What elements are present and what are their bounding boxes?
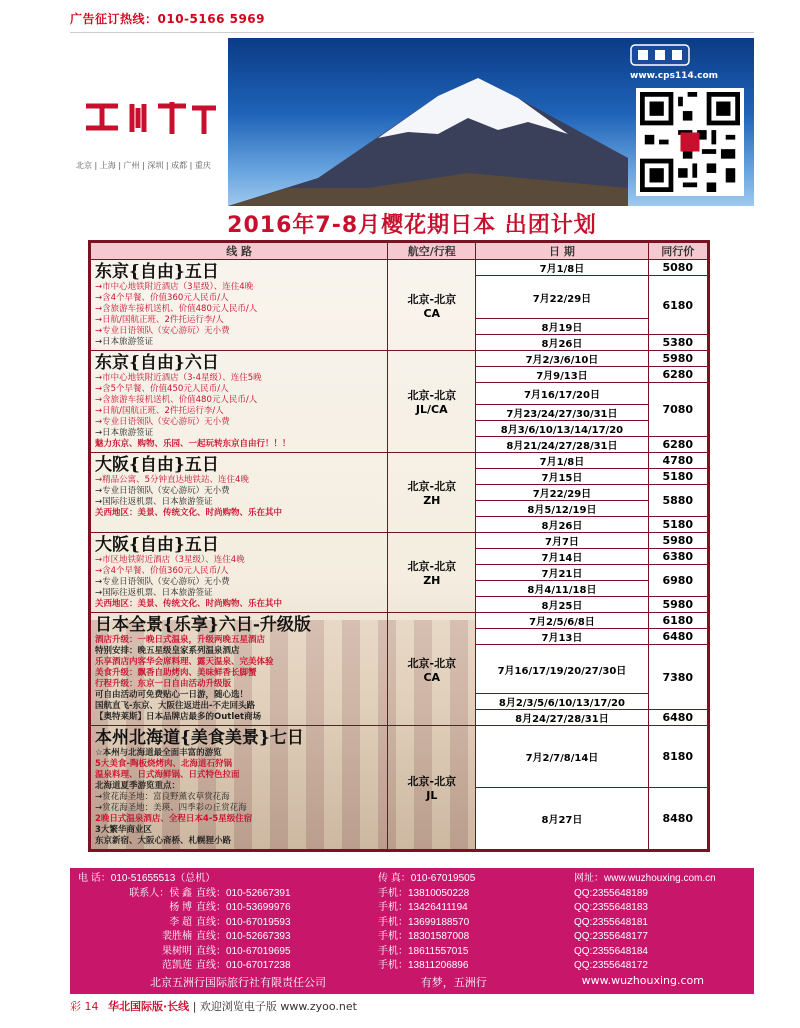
route-cell <box>91 613 388 726</box>
route-feature: →赏花海圣地：美瑛、四季彩の丘赏花海 <box>95 803 247 813</box>
cps-badge <box>630 44 748 81</box>
air-line: 北京-北京 <box>407 480 457 493</box>
price-cell: 6480 <box>648 629 707 645</box>
route-name: 大阪{自由}五日 <box>95 455 219 475</box>
contact-mobile[interactable]: 手机：18301587008 <box>378 931 470 942</box>
price-cell: 4780 <box>648 453 707 469</box>
cps-url[interactable]: www.cps114.com <box>630 71 719 81</box>
air-cell <box>388 351 476 453</box>
air-cell <box>388 613 476 726</box>
contact-list <box>78 872 746 974</box>
table-row <box>91 726 708 788</box>
air-line: CA <box>423 306 441 320</box>
date-cell: 8月2/3/5/6/10/13/17/20 <box>476 694 648 710</box>
price-cell: 5380 <box>648 335 707 351</box>
contact-panel <box>70 868 754 994</box>
route-cell <box>91 533 388 613</box>
contact-name: 裴胜楠 <box>162 931 192 942</box>
contact-qq[interactable]: QQ:2355648189 <box>574 887 648 899</box>
date-cell: 8月26日 <box>476 517 648 533</box>
price-cell: 6280 <box>648 437 707 453</box>
contact-mobile[interactable]: 手机：13699188570 <box>378 916 470 928</box>
route-feature: →含4个早餐、价值360元人民币/人 <box>95 293 229 303</box>
date-cell: 7月23/24/27/30/31日 <box>476 405 648 421</box>
date-cell: 7月22/29日 <box>476 276 648 319</box>
price-cell: 5180 <box>648 517 707 533</box>
air-line: 北京-北京 <box>407 656 457 670</box>
contact-mobile[interactable]: 手机：13810050228 <box>378 887 470 899</box>
contact-direct[interactable]: 直线：010-67019593 <box>196 916 291 928</box>
air-cell <box>388 533 476 613</box>
contact-name: 李 超 <box>169 916 192 928</box>
route-feature: →国际往返机票、日本旅游签证 <box>95 588 213 598</box>
contact-mobile[interactable]: 手机：13811206896 <box>378 960 469 971</box>
route-feature: →含4个早餐、价值360元人民币/人 <box>95 566 229 576</box>
col-route: 线 路 <box>91 243 388 260</box>
route-name: 日本全景{乐享}六日-升级版 <box>95 615 311 635</box>
route-name: 大阪{自由}五日 <box>95 535 219 555</box>
air-cell <box>388 260 476 351</box>
price-cell: 5980 <box>648 351 707 367</box>
contact-row <box>78 930 746 945</box>
date-cell: 7月2/5/6/8日 <box>476 613 648 629</box>
cps-logo <box>630 44 748 71</box>
mount-fuji-image <box>228 38 628 206</box>
contact-row <box>78 887 746 902</box>
route-feature: →精品公寓、5分钟直达地铁站、连住4晚 <box>95 475 249 485</box>
price-cell: 5080 <box>648 260 707 276</box>
date-cell: 7月1/8日 <box>476 260 648 276</box>
contact-mobile[interactable]: 传 真：010-67019505 <box>378 873 476 884</box>
qr-code-icon[interactable] <box>636 88 744 196</box>
contact-name: 电 话：010-51655513（总机） <box>78 873 216 884</box>
route-feature: 特别安排：晚五星级皇家系列温泉酒店 <box>95 646 240 656</box>
cps-logo-mark <box>630 44 690 66</box>
air-line: CA <box>423 670 441 684</box>
table-row <box>91 351 708 367</box>
route-feature: →含5个早餐、价值450元人民币/人 <box>95 384 229 394</box>
price-cell: 6280 <box>648 367 707 383</box>
contact-direct[interactable]: 直线：010-67017238 <box>196 960 291 971</box>
slogan: 有梦，五洲行 <box>420 976 487 989</box>
route-feature: 行程升级：东京一日自由活动升级版 <box>95 679 232 689</box>
contact-mobile[interactable]: 手机：13426411194 <box>378 902 468 913</box>
contact-row <box>78 872 746 887</box>
date-cell: 8月5/12/19日 <box>476 501 648 517</box>
date-cell: 8月25日 <box>476 597 648 613</box>
company-website[interactable]: www.wuzhouxing.com <box>581 974 704 987</box>
route-feature: →市区地铁附近酒店（3星级）、连住4晚 <box>95 555 245 565</box>
route-feature: →日航/国航正班、2件托运行李/人 <box>95 315 224 325</box>
route-feature: →日本旅游签证 <box>95 428 154 438</box>
date-cell: 7月16/17/20日 <box>476 383 648 405</box>
branch-cities: 北京 | 上海 | 广州 | 深圳 | 成都 | 重庆 <box>76 161 211 170</box>
date-cell: 8月4/11/18日 <box>476 581 648 597</box>
date-cell: 7月22/29日 <box>476 485 648 501</box>
contact-mobile[interactable]: 手机：18611557015 <box>378 945 469 957</box>
price-cell: 5180 <box>648 469 707 485</box>
contact-qq[interactable]: QQ:2355648184 <box>574 945 648 957</box>
contact-direct[interactable]: 直线：010-52667391 <box>196 887 291 899</box>
date-cell: 8月26日 <box>476 335 648 351</box>
price-cell: 5880 <box>648 485 707 517</box>
date-cell: 7月13日 <box>476 629 648 645</box>
route-cell <box>91 726 388 850</box>
air-line: ZH <box>423 574 441 587</box>
e-edition-note[interactable]: 欢迎浏览电子版 www.zyoo.net <box>199 1000 357 1013</box>
air-line: 北京-北京 <box>407 292 457 306</box>
air-line: 北京-北京 <box>407 560 457 573</box>
col-date: 日 期 <box>476 243 648 260</box>
route-feature: 美食升级：飘香自助烤肉、美味鲜香长脚蟹 <box>95 668 257 678</box>
route-feature: →专业日语领队（安心游玩）无小费 <box>95 326 230 336</box>
price-cell: 5980 <box>648 533 707 549</box>
contact-direct[interactable]: 直线：010-53699976 <box>196 902 291 913</box>
price-cell: 8480 <box>648 788 707 850</box>
date-cell: 8月19日 <box>476 319 648 335</box>
route-cell <box>91 260 388 351</box>
route-feature: 关西地区：美景、传统文化、时尚购物、乐在其中 <box>95 508 283 518</box>
contact-qq[interactable]: QQ:2355648181 <box>574 916 648 928</box>
route-cell <box>91 453 388 533</box>
date-cell: 7月9/13日 <box>476 367 648 383</box>
header-banner <box>70 38 754 206</box>
date-cell: 7月14日 <box>476 549 648 565</box>
route-feature: 国航直飞-东京、大阪往返进出-不走回头路 <box>95 701 256 711</box>
route-feature: →含旅游车接机送机、价值480元人民币/人 <box>95 395 258 405</box>
contact-row <box>78 901 746 916</box>
route-name: 东京{自由}六日 <box>95 353 219 373</box>
route-cell <box>91 351 388 453</box>
price-cell: 6980 <box>648 565 707 597</box>
route-feature: →专业日语领队（安心游玩）无小费 <box>95 577 230 587</box>
wuzhouxing-logo-mark <box>82 98 222 138</box>
contact-qq[interactable]: QQ:2355648177 <box>574 931 648 942</box>
date-cell: 7月7日 <box>476 533 648 549</box>
table-row <box>91 260 708 276</box>
route-feature: 3大繁华商业区 <box>95 825 152 835</box>
contact-direct[interactable]: 直线：010-67019695 <box>196 945 291 957</box>
route-feature: →日航/国航正班、2件托运行李/人 <box>95 406 224 416</box>
route-feature: →赏花海圣地：富良野薰衣草赏花海 <box>95 792 230 802</box>
date-cell: 8月27日 <box>476 788 648 850</box>
date-cell: 8月3/6/10/13/14/17/20 <box>476 421 648 437</box>
date-cell: 7月2/3/6/10日 <box>476 351 648 367</box>
page-title: 2016年7-8月樱花期日本 出团计划 <box>227 213 597 238</box>
table-row <box>91 533 708 549</box>
contact-qq[interactable]: 网址：www.wuzhouxing.com.cn <box>574 873 716 884</box>
price-cell: 7080 <box>648 383 707 437</box>
date-cell: 8月21/24/27/28/31日 <box>476 437 648 453</box>
date-cell: 7月15日 <box>476 469 648 485</box>
contact-direct[interactable]: 直线：010-52667393 <box>196 931 291 942</box>
section-name: 华北国际版·长线 <box>108 1000 190 1013</box>
page-footer <box>70 998 357 1014</box>
route-feature: 北海道夏季游览重点： <box>95 781 181 791</box>
contact-name: 范凯莲 <box>162 960 192 971</box>
date-cell: 7月21日 <box>476 565 648 581</box>
price-cell: 6480 <box>648 710 707 726</box>
tour-schedule-table <box>88 240 710 852</box>
price-cell: 7380 <box>648 645 707 710</box>
route-feature: →专业日语领队（安心游玩）无小费 <box>95 417 230 427</box>
price-cell: 6380 <box>648 549 707 565</box>
page-number: 彩 14 <box>70 1000 99 1013</box>
route-feature: →国际往返机票、日本旅游签证 <box>95 497 213 507</box>
contact-row <box>78 916 746 931</box>
table-row <box>91 613 708 629</box>
date-cell: 7月2/7/8/14日 <box>476 726 648 788</box>
route-name: 东京{自由}五日 <box>95 262 219 282</box>
route-feature: 魅力东京、购物、乐园、一起玩转东京自由行！！！ <box>95 439 291 449</box>
route-feature: 关西地区：美景、传统文化、时尚购物、乐在其中 <box>95 599 283 609</box>
contact-row <box>78 945 746 960</box>
route-feature: 【奥特莱斯】日本品牌店最多的Outlet商场 <box>95 712 262 722</box>
route-feature: →市中心地铁附近酒店（3-4星级）、连住5晚 <box>95 373 262 383</box>
route-feature: 2晚日式温泉酒店、全程日本4-5星级住宿 <box>95 814 253 824</box>
air-line: 北京-北京 <box>407 389 457 402</box>
route-feature: →日本旅游签证 <box>95 337 154 347</box>
air-line: ZH <box>423 494 441 507</box>
contact-name: 果树明 <box>162 945 192 957</box>
air-line: 北京-北京 <box>407 775 457 788</box>
air-line: JL <box>426 789 438 802</box>
route-feature: ☆本州与北海道最全面丰富的游览 <box>95 748 222 758</box>
route-feature: 乐享酒店内客华会席料理、露天温泉、完美体验 <box>95 657 274 667</box>
route-feature: 5大美食-陶板烧烤肉、北海道石狩锅 <box>95 759 232 769</box>
contact-row <box>78 959 746 974</box>
route-feature: 东京新宿、大阪心斋桥、札幌狸小路 <box>95 836 232 846</box>
contact-footer <box>70 974 754 990</box>
divider <box>70 32 754 33</box>
route-feature: →市中心地铁附近酒店（3星级）、连住4晚 <box>95 282 254 292</box>
price-cell: 5980 <box>648 597 707 613</box>
company-name: 北京五洲行国际旅行社有限责任公司 <box>150 976 326 989</box>
hotline: 广告征订热线：010-5166 5969 <box>70 12 266 26</box>
contact-qq[interactable]: QQ:2355648183 <box>574 902 648 913</box>
route-feature: 酒店升级：一晚日式温泉，升级两晚五星酒店 <box>95 635 266 645</box>
contact-name: 联系人：侯 鑫 <box>129 887 192 899</box>
route-feature: 温泉料理、日式海鲜锅、日式特色拉面 <box>95 770 240 780</box>
contact-qq[interactable]: QQ:2355648172 <box>574 960 648 971</box>
air-line: JL/CA <box>415 403 448 416</box>
wuzhouxing-logo <box>82 98 222 147</box>
route-feature: →专业日语领队（安心游玩）无小费 <box>95 486 230 496</box>
price-cell: 6180 <box>648 613 707 629</box>
air-cell <box>388 726 476 850</box>
price-cell: 6180 <box>648 276 707 335</box>
contact-direct[interactable] <box>196 872 378 887</box>
footer-sep: | <box>192 1000 197 1013</box>
date-cell: 7月16/17/19/20/27/30日 <box>476 645 648 694</box>
route-feature: 可自由活动可免费贴心一日游，随心选！ <box>95 690 249 700</box>
air-cell <box>388 453 476 533</box>
date-cell: 7月1/8日 <box>476 453 648 469</box>
date-cell: 8月24/27/28/31日 <box>476 710 648 726</box>
col-price: 同行价 <box>648 243 707 260</box>
route-feature: →含旅游车接机送机、价值480元人民币/人 <box>95 304 258 314</box>
route-name: 本州北海道{美食美景}七日 <box>95 728 304 748</box>
col-air: 航空/行程 <box>388 243 476 260</box>
price-cell: 8180 <box>648 726 707 788</box>
table-row <box>91 453 708 469</box>
contact-name: 杨 博 <box>169 902 192 913</box>
